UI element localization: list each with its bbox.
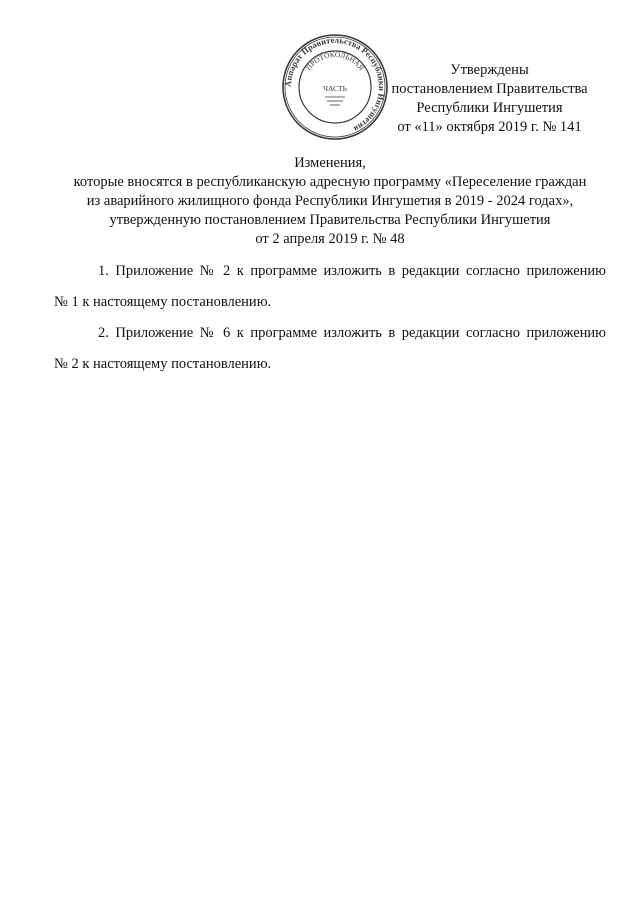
stamp-outer-text: Аппарат Правительства Республики Ингушетия — [282, 34, 388, 135]
title-line-3: из аварийного жилищного фонда Республики Ингушетия в 2019 - 2024 годах», — [86, 193, 574, 209]
list-item — [54, 256, 606, 318]
official-stamp — [281, 33, 389, 141]
list-item-continuation: № 2 к настоящему постановлению. — [54, 356, 272, 372]
approval-line-4: от «11» октября 2019 г. № 141 — [397, 119, 582, 135]
title-line-5: от 2 апреля 2019 г. № 48 — [255, 231, 405, 247]
stamp-center-text: ЧАСТЬ — [323, 84, 347, 93]
approval-block — [382, 61, 597, 137]
list-item-continuation: № 1 к настоящему постановлению. — [54, 294, 272, 310]
approval-line-1: Утверждены — [450, 62, 529, 78]
list-item-first-line: 1. Приложение № 2 к программе изложить в редакции согласно приложению — [98, 263, 606, 279]
approval-line-3: Республики Ингушетия — [416, 100, 563, 116]
svg-text:ПРОТОКОЛЬНАЯ — [304, 50, 366, 72]
title-line-1: Изменения, — [294, 155, 366, 171]
document-body — [54, 256, 606, 380]
title-line-4: утвержденную постановлением Правительства Республики Ингушетия — [109, 212, 551, 228]
document-title — [40, 154, 620, 249]
list-item-first-line: 2. Приложение № 6 к программе изложить в редакции согласно приложению — [98, 325, 606, 341]
title-line-2: которые вносятся в республиканскую адресную программу «Переселение граждан — [73, 174, 587, 190]
stamp-inner-text: ПРОТОКОЛЬНАЯ — [304, 49, 366, 73]
list-item — [54, 318, 606, 380]
approval-line-2: постановлением Правительства — [391, 81, 588, 97]
